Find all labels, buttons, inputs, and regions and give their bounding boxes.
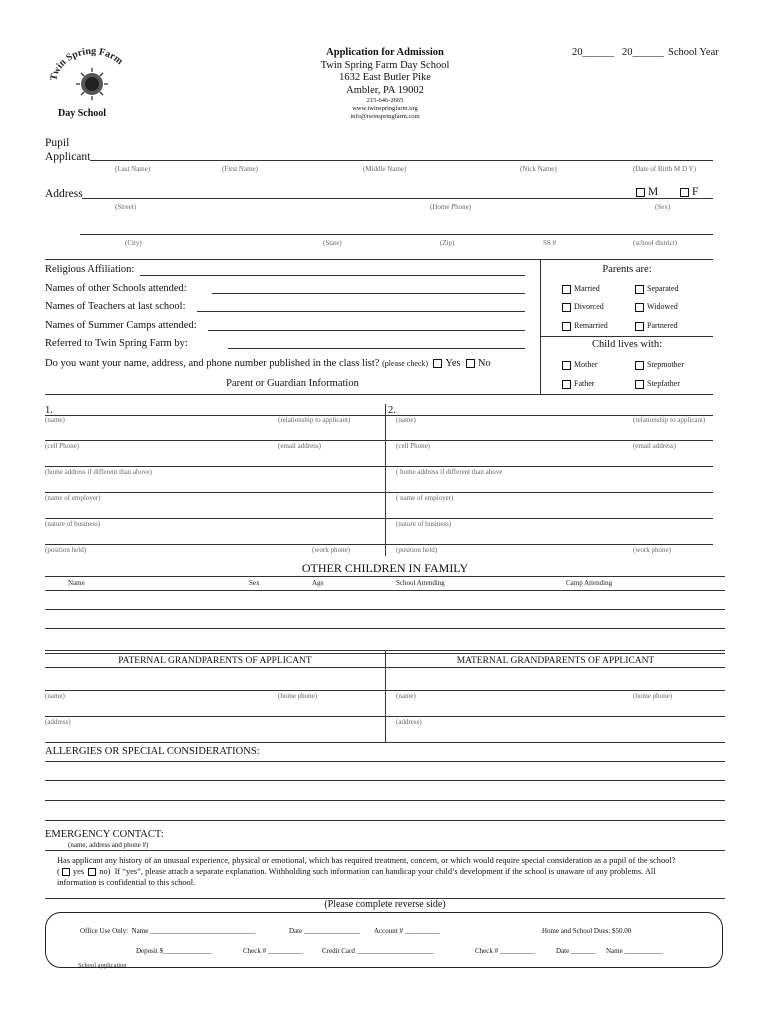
allergies-line-1[interactable]: [45, 761, 725, 762]
history-no-checkbox[interactable]: [88, 868, 96, 876]
separated-option: [635, 284, 679, 294]
history-yes-label: yes: [72, 867, 85, 876]
publish-question-text: Do you want your name, address, and phone number published in the class list?: [45, 358, 380, 369]
male-label: M: [648, 186, 659, 198]
col-sex: Sex: [249, 579, 260, 587]
referred-label: Referred to Twin Spring Farm by:: [45, 338, 188, 349]
paternal-title: PATERNAL GRANDPARENTS OF APPLICANT: [118, 656, 312, 666]
office-name-2: Name ___________: [606, 947, 663, 955]
religious-label: Religious Affiliation:: [45, 264, 135, 275]
col-school: School Attending: [396, 579, 445, 587]
allergies-line-2[interactable]: [45, 780, 725, 781]
g2-email-hint: (email address): [633, 442, 676, 450]
office-date2-label: Date: [556, 947, 570, 955]
remarried-label: Remarried: [574, 321, 608, 330]
divorced-checkbox[interactable]: [562, 303, 571, 312]
divider: [541, 336, 713, 337]
remarried-checkbox[interactable]: [562, 322, 571, 331]
father-label: Father: [574, 379, 595, 388]
pat-address-hint: (address): [45, 718, 71, 726]
mother-option: [562, 360, 598, 370]
office-name-label: Name: [131, 927, 149, 935]
father-checkbox[interactable]: [562, 380, 571, 389]
history-question: Has applicant any history of an unusual experience, physical or emotional, which has required treatment, concern, or which would require special consideration as a pupil of the school?: [57, 856, 676, 865]
col-camp: Camp Attending: [566, 579, 613, 587]
separated-checkbox[interactable]: [635, 285, 644, 294]
g1-position-hint: (position held): [45, 546, 87, 554]
stepfather-option: [635, 379, 680, 389]
g2-work-phone-hint: (work phone): [633, 546, 671, 554]
g2-cell-hint: (cell Phone): [396, 442, 431, 450]
divider: [45, 667, 725, 668]
office-check-label: Check #: [243, 947, 267, 955]
allergies-line-4[interactable]: [45, 820, 725, 821]
emergency-line[interactable]: [45, 850, 725, 851]
female-label: F: [691, 186, 699, 198]
history-answer-row: ( yes no) If “yes”, please attach a separate explanation. Withholding such information can handicap your child’s development if the school is unaware of any problems. All: [57, 867, 656, 876]
widowed-checkbox[interactable]: [635, 303, 644, 312]
publish-yes-label: Yes: [445, 358, 461, 369]
zip-hint: (Zip): [440, 239, 455, 247]
pat-phone-hint: (home phone): [278, 692, 318, 700]
stepmother-checkbox[interactable]: [635, 361, 644, 370]
g2-address-hint: ( home address if different than above: [396, 468, 503, 476]
logo-arc-text: Twin Spring Farm: [48, 46, 125, 82]
reverse-note: (Please complete reverse side): [324, 899, 446, 910]
state-hint: (State): [323, 239, 342, 247]
street-hint: (Street): [115, 203, 136, 211]
office-use-box: [45, 912, 723, 968]
father-option: [562, 379, 594, 389]
divider: [45, 576, 725, 577]
mat-phone-hint: (home phone): [633, 692, 673, 700]
grandparent-address-line[interactable]: [45, 716, 725, 717]
office-credit-label: Credit Card: [322, 947, 355, 955]
other-children-title: OTHER CHILDREN IN FAMILY: [301, 561, 469, 575]
history-confidential: information is confidential to this school.: [57, 878, 196, 887]
mat-name-hint: (name): [396, 692, 416, 700]
office-date: Date ________________: [289, 927, 360, 935]
g1-work-phone-hint: (work phone): [312, 546, 350, 554]
publish-no-checkbox[interactable]: [466, 359, 475, 368]
middle-name-hint: (Middle Name): [363, 165, 407, 173]
widowed-option: [635, 302, 678, 312]
home-phone-hint: (Home Phone): [430, 203, 472, 211]
publish-hint: (please check): [382, 359, 429, 368]
g2-name-hint: (name): [396, 416, 416, 424]
maternal-title: MATERNAL GRANDPARENTS OF APPLICANT: [456, 656, 655, 666]
applicant-label: Applicant: [45, 151, 91, 163]
school-website: www.twinspringfarm.org: [352, 105, 418, 112]
guardian-1-number: 1.: [45, 405, 53, 416]
nick-name-hint: (Nick Name): [520, 165, 557, 173]
stepmother-option: [635, 360, 684, 370]
pat-name-hint: (name): [45, 692, 65, 700]
office-check-2: Check # __________: [475, 947, 535, 955]
school-email: info@twinspringfarm.com: [350, 113, 420, 120]
school-year-label: School Year: [668, 47, 719, 58]
parents-are-title: Parents are:: [602, 264, 652, 275]
divider: [540, 259, 541, 394]
office-account: Account # __________: [374, 927, 440, 935]
allergies-line-3[interactable]: [45, 800, 725, 801]
office-date-label: Date: [289, 927, 303, 935]
mother-label: Mother: [574, 360, 598, 369]
referred-line[interactable]: [228, 348, 525, 349]
divider: [45, 259, 713, 260]
divider: [385, 404, 386, 556]
district-hint: (school district): [633, 239, 678, 247]
male-checkbox[interactable]: [636, 188, 645, 197]
office-label: Office Use Only:: [80, 927, 129, 935]
female-checkbox[interactable]: [680, 188, 689, 197]
city-line[interactable]: [80, 234, 713, 235]
publish-yes-checkbox[interactable]: [433, 359, 442, 368]
dob-hint: (Date of Birth M D Y): [633, 165, 696, 173]
married-option: [562, 284, 600, 294]
school-street: 1632 East Butler Pike: [339, 72, 431, 83]
city-hint: (City): [125, 239, 142, 247]
office-deposit: Deposit $______________: [136, 947, 213, 955]
g2-employer-hint: ( name of employer): [396, 494, 454, 502]
school-logo: [48, 46, 134, 108]
office-account-label: Account #: [374, 927, 403, 935]
office-name2-label: Name: [606, 947, 623, 955]
col-name: Name: [68, 579, 85, 587]
guardian-employer-line[interactable]: [45, 492, 713, 493]
g1-cell-hint: (cell Phone): [45, 442, 80, 450]
g2-position-hint: (position held): [396, 546, 438, 554]
school-application-footer: School application: [78, 962, 127, 969]
office-date-2: Date _______: [556, 947, 596, 955]
married-label: Married: [574, 284, 600, 293]
school-city: Ambler, PA 19002: [346, 84, 424, 96]
ss-hint: SS #: [543, 239, 557, 247]
office-check2-label: Check #: [475, 947, 499, 955]
g1-business-hint: (nature of business): [45, 520, 101, 528]
schools-label: Names of other Schools attended:: [45, 283, 187, 294]
school-phone: 215-646-2665: [366, 97, 404, 104]
last-name-hint: (Last Name): [115, 165, 151, 173]
guardian-position-line[interactable]: [45, 544, 713, 545]
separated-label: Separated: [647, 284, 679, 293]
religious-line[interactable]: [140, 275, 525, 276]
guardian-2-number: 2.: [388, 405, 396, 416]
divorced-label: Divorced: [574, 302, 604, 311]
mat-address-hint: (address): [396, 718, 422, 726]
stepfather-checkbox[interactable]: [635, 380, 644, 389]
g2-relationship-hint: (relationship to applicant): [633, 416, 706, 424]
emergency-label: EMERGENCY CONTACT:: [45, 829, 164, 840]
address-line[interactable]: [82, 198, 713, 199]
history-explanation: If “yes”, please attach a separate explanation. Withholding such information can handicap your child’s development if the school is unaware of any problems. All: [114, 867, 656, 876]
office-credit: Credit Card ______________________: [322, 947, 434, 955]
divider: [45, 742, 725, 743]
year-field-1[interactable]: 20______: [572, 47, 614, 58]
school-name: Twin Spring Farm Day School: [320, 59, 450, 71]
office-row-1: Office Use Only: Name ______________________________: [80, 927, 256, 935]
widowed-label: Widowed: [647, 302, 678, 311]
married-checkbox[interactable]: [562, 285, 571, 294]
g2-business-hint: (nature of business): [396, 520, 452, 528]
office-deposit-label: Deposit $: [136, 947, 164, 955]
g1-name-hint: (name): [45, 416, 65, 424]
office-dues: Home and School Dues: $50.00: [542, 927, 632, 935]
child-row-3[interactable]: [45, 628, 725, 629]
child-row-2[interactable]: [45, 609, 725, 610]
guardian-address-line[interactable]: [45, 466, 713, 467]
publish-question: [45, 358, 491, 369]
camps-label: Names of Summer Camps attended:: [45, 320, 197, 331]
pupil-label: Pupil: [45, 137, 70, 149]
applicant-name-line[interactable]: [90, 160, 713, 161]
guardian-title: Parent or Guardian Information: [226, 378, 359, 389]
header-block: [290, 47, 480, 121]
g1-email-hint: (email address): [278, 442, 321, 450]
stepfather-label: Stepfather: [647, 379, 680, 388]
allergies-label: ALLERGIES OR SPECIAL CONSIDERATIONS:: [45, 746, 260, 757]
sex-options: [636, 186, 698, 198]
teachers-line[interactable]: [197, 311, 525, 312]
partnered-checkbox[interactable]: [635, 322, 644, 331]
partnered-label: Partnered: [647, 321, 678, 330]
divider: [45, 394, 713, 395]
guardian-phone-line[interactable]: [45, 440, 713, 441]
col-age: Age: [312, 579, 324, 587]
sex-hint: (Sex): [655, 203, 671, 211]
schools-line[interactable]: [212, 293, 525, 294]
emergency-hint: (name, address and phone #): [68, 841, 149, 849]
history-no-label: no): [99, 867, 111, 876]
partnered-option: [635, 321, 678, 331]
form-title: Application for Admission: [326, 47, 444, 58]
first-name-hint: (First Name): [222, 165, 258, 173]
remarried-option: [562, 321, 608, 331]
history-yes-checkbox[interactable]: [62, 868, 70, 876]
guardian-business-line[interactable]: [45, 518, 713, 519]
child-row-1[interactable]: [45, 590, 725, 591]
g1-address-hint: (home address if different than above): [45, 468, 152, 476]
mother-checkbox[interactable]: [562, 361, 571, 370]
office-check: Check # __________: [243, 947, 303, 955]
publish-no-label: No: [477, 358, 491, 369]
guardian-name-line[interactable]: [45, 415, 713, 416]
history-block: [57, 855, 727, 888]
child-lives-title: Child lives with:: [591, 339, 662, 350]
logo-day-school: Day School: [58, 108, 107, 119]
camps-line[interactable]: [208, 330, 525, 331]
logo-graphic: [48, 46, 134, 108]
teachers-label: Names of Teachers at last school:: [45, 301, 186, 312]
address-label: Address: [45, 188, 83, 200]
stepmother-label: Stepmother: [647, 360, 684, 369]
g1-relationship-hint: (relationship to applicant): [278, 416, 351, 424]
divorced-option: [562, 302, 604, 312]
g1-employer-hint: (name of employer): [45, 494, 101, 502]
grandparent-name-line[interactable]: [45, 690, 725, 691]
year-field-2[interactable]: 20______: [622, 47, 664, 58]
